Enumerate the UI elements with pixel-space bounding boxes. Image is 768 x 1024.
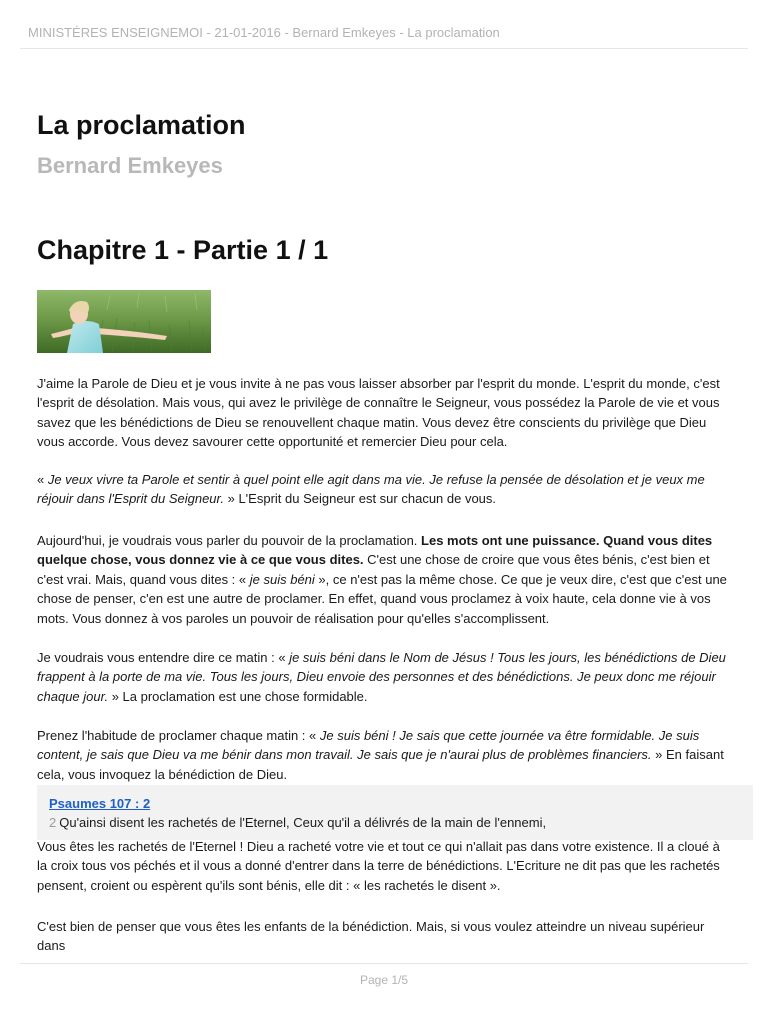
paragraph-3-part-c: », ce n'est pas la même chose. Ce que je veux dire, c'est que c'est une chose de penser, c'en est une autre de proclamer. En effet, quand vous proclamez à voix haute, cela donne vie à vos mots. Vous donnez à vos paroles un pouvoir de réalisation pour qu'elles s'accomplissent. <box>37 571 727 626</box>
footer-divider <box>20 963 748 964</box>
paragraph-5-part-b: » En faisant cela, vous invoquez la bénédiction de Dieu. <box>37 747 724 782</box>
verse-line <box>49 815 546 830</box>
paragraph-6: Vous êtes les rachetés de l'Eternel ! Dieu a racheté votre vie et tout ce qui n'allait pas dans votre existence. Il a cloué à la croix tous vos péchés et il vous a donné d'entrer dans la terre de bénédictions. L'Ecriture ne dit pas que les rachetés pensent, croient ou espèrent qu'ils sont bénis, elle dit : « les rachetés le disent ». <box>37 839 720 893</box>
paragraph-7: C'est bien de penser que vous êtes les enfants de la bénédiction. Mais, si vous voulez atteindre un niveau supérieur dans <box>37 919 705 954</box>
chapter-title: Chapitre 1 - Partie 1 / 1 <box>37 235 329 265</box>
paragraph-3-part-a: Aujourd'hui, je voudrais vous parler du pouvoir de la proclamation. <box>37 533 422 548</box>
page-number: Page 1/5 <box>359 973 409 987</box>
verse-text: Qu'ainsi disent les rachetés de l'Eternel, Ceux qu'il a délivrés de la main de l'ennemi, <box>59 815 547 830</box>
paragraph-4-part-b: » La proclamation est une chose formidable. <box>108 688 368 704</box>
paragraph-5 <box>37 726 732 784</box>
verse-number: 2 <box>49 815 57 830</box>
header-divider <box>20 48 748 49</box>
document-author: Bernard Emkeyes <box>37 153 223 178</box>
paragraph-4-part-a: Je voudrais vous entendre dire ce matin : « <box>37 650 290 665</box>
verse-box <box>37 785 753 840</box>
paragraph-3-italic: je suis béni <box>249 571 315 587</box>
quote-open: « <box>37 472 48 487</box>
paragraph-1: J'aime la Parole de Dieu et je vous invite à ne pas vous laisser absorber par l'esprit du monde. L'esprit du monde, c'est l'esprit de désolation. Mais vous, qui avez le privilège de connaître le Seigneur, vous possédez la Parole de vie et vous savez que les bénédictions de Dieu se renouvellent chaque matin. Vous devez être conscients du privilège que Dieu vous accorde. Vous devez savourer cette opportunité et remercier Dieu pour cela. <box>37 376 720 450</box>
document-title: La proclamation <box>37 110 246 140</box>
paragraph-4 <box>37 648 732 706</box>
quote-close: » L'Esprit du Seigneur est sur chacun de vous. <box>224 491 497 507</box>
paragraph-4-italic: je suis béni dans le Nom de Jésus ! Tous les jours, les bénédictions de Dieu frappent à la porte de ma vie. Tous les jours, Dieu envoie des personnes et des bénédictions. Je peux donc me réjouir chaque jour. <box>37 650 726 704</box>
paragraph-5-italic: Je suis béni ! Je sais que cette journée va être formidable. Je suis content, je sais que Dieu va me bénir dans mon travail. Je sais que je n'aurai plus de problèmes financiers. <box>37 728 700 763</box>
paragraph-3 <box>37 531 732 628</box>
paragraph-2 <box>37 470 732 509</box>
paragraph-5-part-a: Prenez l'habitude de proclamer chaque matin : « <box>37 728 320 743</box>
running-header: MINISTÉRES ENSEIGNEMOI - 21-01-2016 - Bernard Emkeyes - La proclamation <box>28 25 500 40</box>
verse-reference-link[interactable]: Psaumes 107 : 2 <box>49 796 151 811</box>
quote-italic: Je veux vivre ta Parole et sentir à quel point elle agit dans ma vie. Je refuse la pensée de désolation et je veux me réjouir dans l'Esprit du Seigneur. <box>37 472 705 507</box>
paragraph-3-bold: Les mots ont une puissance. Quand vous dites quelque chose, vous donnez vie à ce que vous dites. <box>37 533 713 568</box>
woman-in-field-photo <box>37 290 211 353</box>
paragraph-3-part-b: C'est une chose de croire que vous êtes bénis, c'est bien et c'est vrai. Mais, quand vous dites : « <box>37 552 710 587</box>
